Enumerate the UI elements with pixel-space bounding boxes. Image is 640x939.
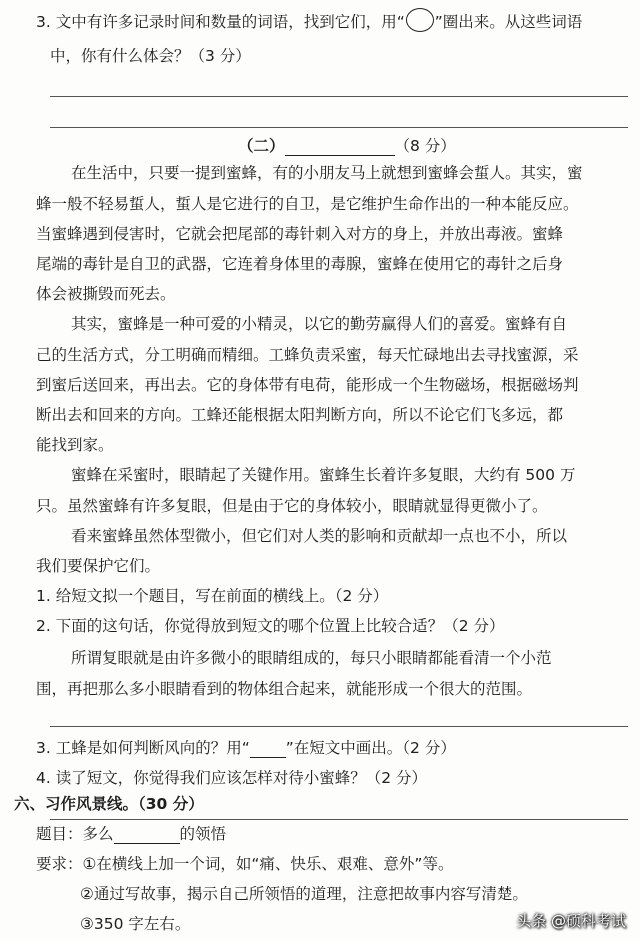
passage-line: 断出去和回来的方向。工蜂还能根据太阳判断方向，所以不论它们飞多远，都 xyxy=(36,406,564,424)
passage-line: 其实，蜜蜂是一种可爱的小精灵，以它的勤劳赢得人们的喜爱。蜜蜂有自 xyxy=(71,315,568,333)
underline-symbol xyxy=(250,743,286,758)
question-3-text-a: 3. 文中有许多记录时间和数量的词语，找到它们，用“ xyxy=(36,13,405,31)
passage-line: 我们要保护它们。 xyxy=(36,557,161,575)
question-3-text-b: ”在短文中画出。（2 分） xyxy=(285,739,456,757)
section-6-topic xyxy=(36,822,226,844)
passage-line: 能找到家。 xyxy=(36,436,114,454)
question-3 xyxy=(36,736,456,758)
answer-line xyxy=(50,819,628,820)
answer-line xyxy=(50,127,628,128)
question-3-top-line1 xyxy=(36,8,582,32)
requirement-3: ③350 字左右。 xyxy=(80,915,191,933)
passage-line: 蜂一般不轻易蜇人，蜇人是它进行的自卫，是它维护生命作出的一种本能反应。 xyxy=(36,195,579,213)
circle-symbol xyxy=(406,8,434,32)
quote-line: 围，再把那么多小眼睛看到的物体组合起来，就能形成一个很大的范围。 xyxy=(36,680,533,698)
passage-line: 己的生活方式，分工明确而精细。工蜂负责采蜜，每天忙碌地出去寻找蜜源，采 xyxy=(36,346,579,364)
topic-suffix: 的领悟 xyxy=(179,825,227,843)
section-6-heading: 六、习作风景线。（30 分） xyxy=(14,795,204,813)
question-3-text-a: 3. 工蜂是如何判断风向的？用“ xyxy=(36,739,250,757)
question-3-text-b: ”圈出来。从这些词语 xyxy=(434,13,583,31)
quote-line: 所谓复眼就是由许多微小的眼睛组成的，每只小眼睛都能看清一个小范 xyxy=(71,649,552,667)
passage-line: 在生活中，只要一提到蜜蜂，有的小朋友马上就想到蜜蜂会蜇人。其实，蜜 xyxy=(71,164,583,182)
watermark-text: 头条 @硕科考试 xyxy=(516,912,626,930)
passage-line: 尾端的毒针是自卫的武器，它连着身体里的毒腺，蜜蜂在使用它的毒针之后身 xyxy=(36,255,564,273)
section-2-header xyxy=(238,134,456,156)
question-1: 1. 给短文拟一个题目，写在前面的横线上。（2 分） xyxy=(36,587,389,605)
section-2-score: （8 分） xyxy=(394,137,456,155)
title-blank xyxy=(285,139,395,156)
passage-line: 蜜蜂在采蜜时，眼睛起了关键作用。蜜蜂生长着许多复眼，大约有 500 万 xyxy=(71,466,576,484)
section-2-label: （二） xyxy=(238,137,285,155)
passage-line: 当蜜蜂遇到侵害时，它就会把尾部的毒针刺入对方的身上，并放出毒液。蜜蜂 xyxy=(36,225,564,243)
question-4: 4. 读了短文，你觉得我们应该怎样对待小蜜蜂？（2 分） xyxy=(36,769,428,787)
passage-line: 只。虽然蜜蜂有许多复眼，但是由于它的身体较小，眼睛就显得更微小了。 xyxy=(36,497,548,515)
topic-prefix: 题目：多么 xyxy=(36,825,114,843)
passage-line: 到蜜后送回来，再出去。它的身体带有电荷，能形成一个生物磁场，根据磁场判 xyxy=(36,376,579,394)
answer-line xyxy=(50,96,628,97)
answer-line xyxy=(50,726,628,727)
topic-blank xyxy=(114,827,180,844)
passage-line: 看来蜜蜂虽然体型微小，但它们对人类的影响和贡献却一点也不小，所以 xyxy=(71,527,568,545)
passage-line: 体会被撕毁而死去。 xyxy=(36,285,176,303)
requirement-2: ②通过写故事，揭示自己所领悟的道理，注意把故事内容写清楚。 xyxy=(80,885,528,903)
question-3-top-line2: 中，你有什么体会？（3 分） xyxy=(50,47,251,65)
question-2: 2. 下面的这句话，你觉得放到短文的哪个位置上比较合适？（2 分） xyxy=(36,617,505,635)
requirement-1: 要求：①在横线上加一个词，如“痛、快乐、艰难、意外”等。 xyxy=(36,855,454,873)
